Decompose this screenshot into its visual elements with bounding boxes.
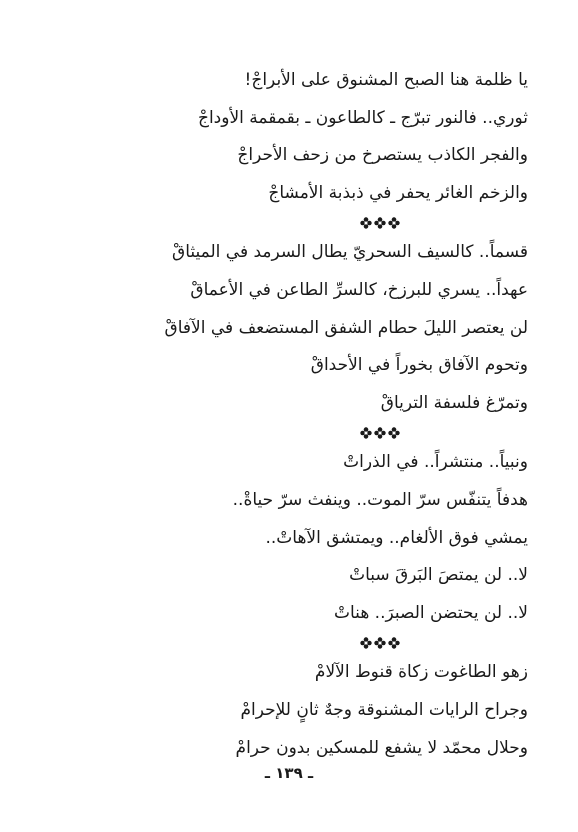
- stanza-separator: [50, 212, 528, 234]
- flower-ornament-icon: [388, 427, 400, 439]
- stanza-separator: [50, 422, 528, 444]
- poem-line: ثوري.. فالنور تبرّج ـ كالطاعون ـ بقمقمة الأوداجْ: [197, 107, 528, 128]
- poem-line: والفجر الكاذب يستصرخ من زحف الأحراجْ: [237, 145, 528, 166]
- stanza-1: [50, 62, 528, 212]
- poem-line: وتحوم الآفاق بخوراً في الأحداقْ: [310, 355, 528, 376]
- poem-line: ونبياً.. منتشراً.. في الذراتْ: [343, 452, 528, 473]
- poem-line: لا.. لن يحتضن الصبرَ.. هناتْ: [334, 602, 528, 623]
- flower-ornament-icon: [374, 637, 386, 649]
- poem-line: وتمرّغ فلسفة الترياقْ: [380, 392, 528, 413]
- poem-line: وحلال محمّد لا يشفع للمسكين بدون حرامْ: [235, 737, 528, 758]
- poem-line: قسماً.. كالسيف السحريّ يطال السرمد في الميثاقْ: [172, 242, 528, 263]
- stanza-4: [50, 654, 528, 767]
- flower-ornament-icon: [360, 217, 372, 229]
- flower-ornament-icon: [360, 637, 372, 649]
- poem-line: لن يعتصر الليلَ حطام الشفق المستضعف في الآفاقْ: [164, 317, 528, 338]
- flower-ornament-icon: [374, 427, 386, 439]
- poem-body: [50, 62, 528, 767]
- poem-line: زهو الطاغوت زكاة قنوط الآلامْ: [314, 662, 528, 683]
- poem-line: وجراح الرايات المشنوقة وجهٌ ثانٍ للإحرامْ: [240, 699, 528, 720]
- poem-line: والزخم الغائر يحفر في ذبذبة الأمشاجْ: [268, 182, 528, 203]
- stanza-3: [50, 444, 528, 632]
- flower-ornament-icon: [360, 427, 372, 439]
- poem-line: عهداً.. يسري للبرزخ، كالسرِّ الطاعن في الأعماقْ: [190, 279, 528, 300]
- poem-line: يا ظلمة هنا الصبح المشنوق على الأبراجْ!: [244, 70, 528, 90]
- flower-ornament-icon: [388, 637, 400, 649]
- flower-ornament-icon: [374, 217, 386, 229]
- page-number: ـ ١٣٩ ـ: [264, 764, 314, 782]
- stanza-separator: [50, 632, 528, 654]
- stanza-2: [50, 234, 528, 422]
- poem-line: هدفاً يتنفّس سرّ الموت.. وينفث سرّ حياةْ..: [232, 489, 528, 510]
- flower-ornament-icon: [388, 217, 400, 229]
- poem-line: يمشي فوق الألغام.. ويمتشق الآهاتْ..: [265, 527, 528, 548]
- poem-line: لا.. لن يمتصَ البَرقَ سباتْ: [349, 565, 528, 586]
